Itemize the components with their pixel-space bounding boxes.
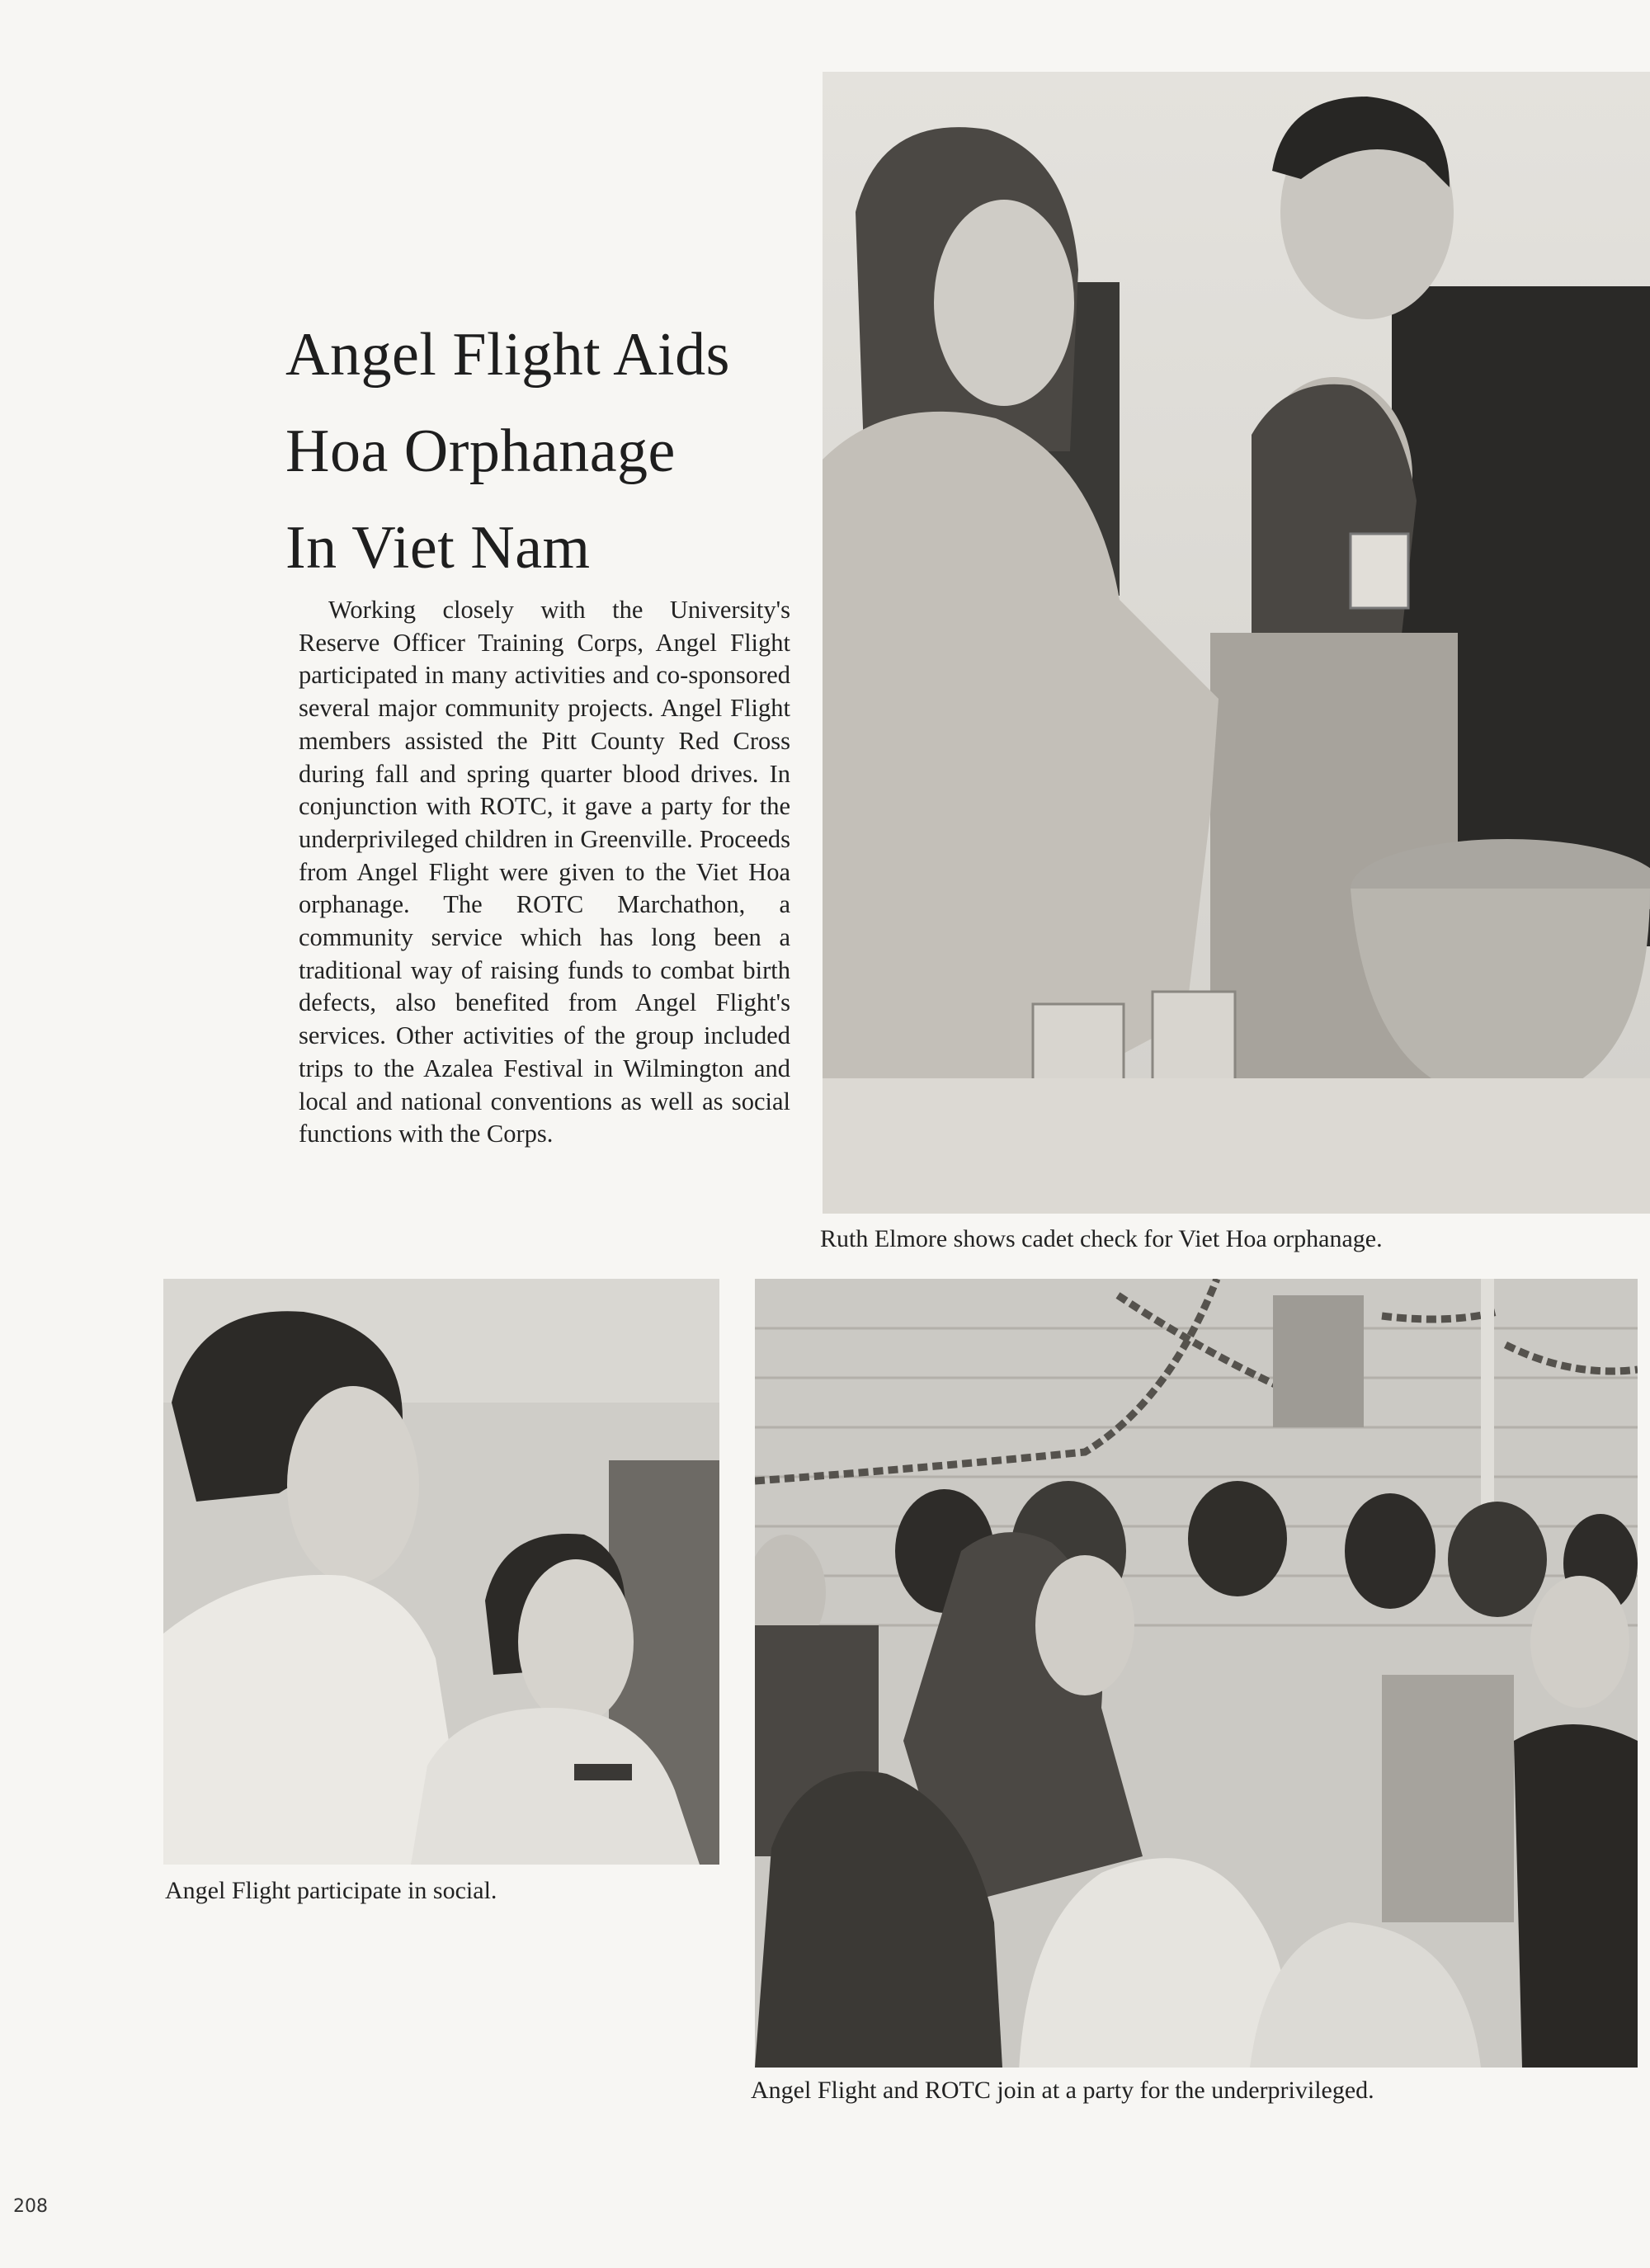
headline-line: Angel Flight Aids xyxy=(285,321,730,389)
photo-party xyxy=(755,1279,1638,2068)
photo-caption: Angel Flight and ROTC join at a party for the underprivileged. xyxy=(751,2077,1374,2104)
photo-caption: Ruth Elmore shows cadet check for Viet Hoa orphanage. xyxy=(820,1225,1383,1252)
headline-line: Hoa Orphanage xyxy=(285,417,676,485)
article-headline xyxy=(285,307,813,596)
page-number: 208 xyxy=(13,2196,48,2217)
photo-social xyxy=(163,1279,719,1865)
headline-line: In Viet Nam xyxy=(285,514,591,582)
article-body: Working closely with the University's Reserve Officer Training Corps, Angel Flight participated in many activities and co-sponsored several major community projects. Angel Flight members assisted the Pitt County Red Cross during fall and spring quarter blood drives. In conjunction with ROTC, it gave a party for the underprivileged children in Greenville. Proceeds from Angel Flight were given to the Viet Hoa orphanage. The ROTC Marchathon, a community service which has long been a traditional way of raising funds to combat birth defects, also benefited from Angel Flight's services. Other activities of the group included trips to the Azalea Festival in Wilmington and local and national conventions as well as social functions with the Corps. xyxy=(299,596,790,1148)
photo-caption: Angel Flight participate in social. xyxy=(165,1877,497,1904)
photo-check-presentation xyxy=(823,72,1650,1214)
